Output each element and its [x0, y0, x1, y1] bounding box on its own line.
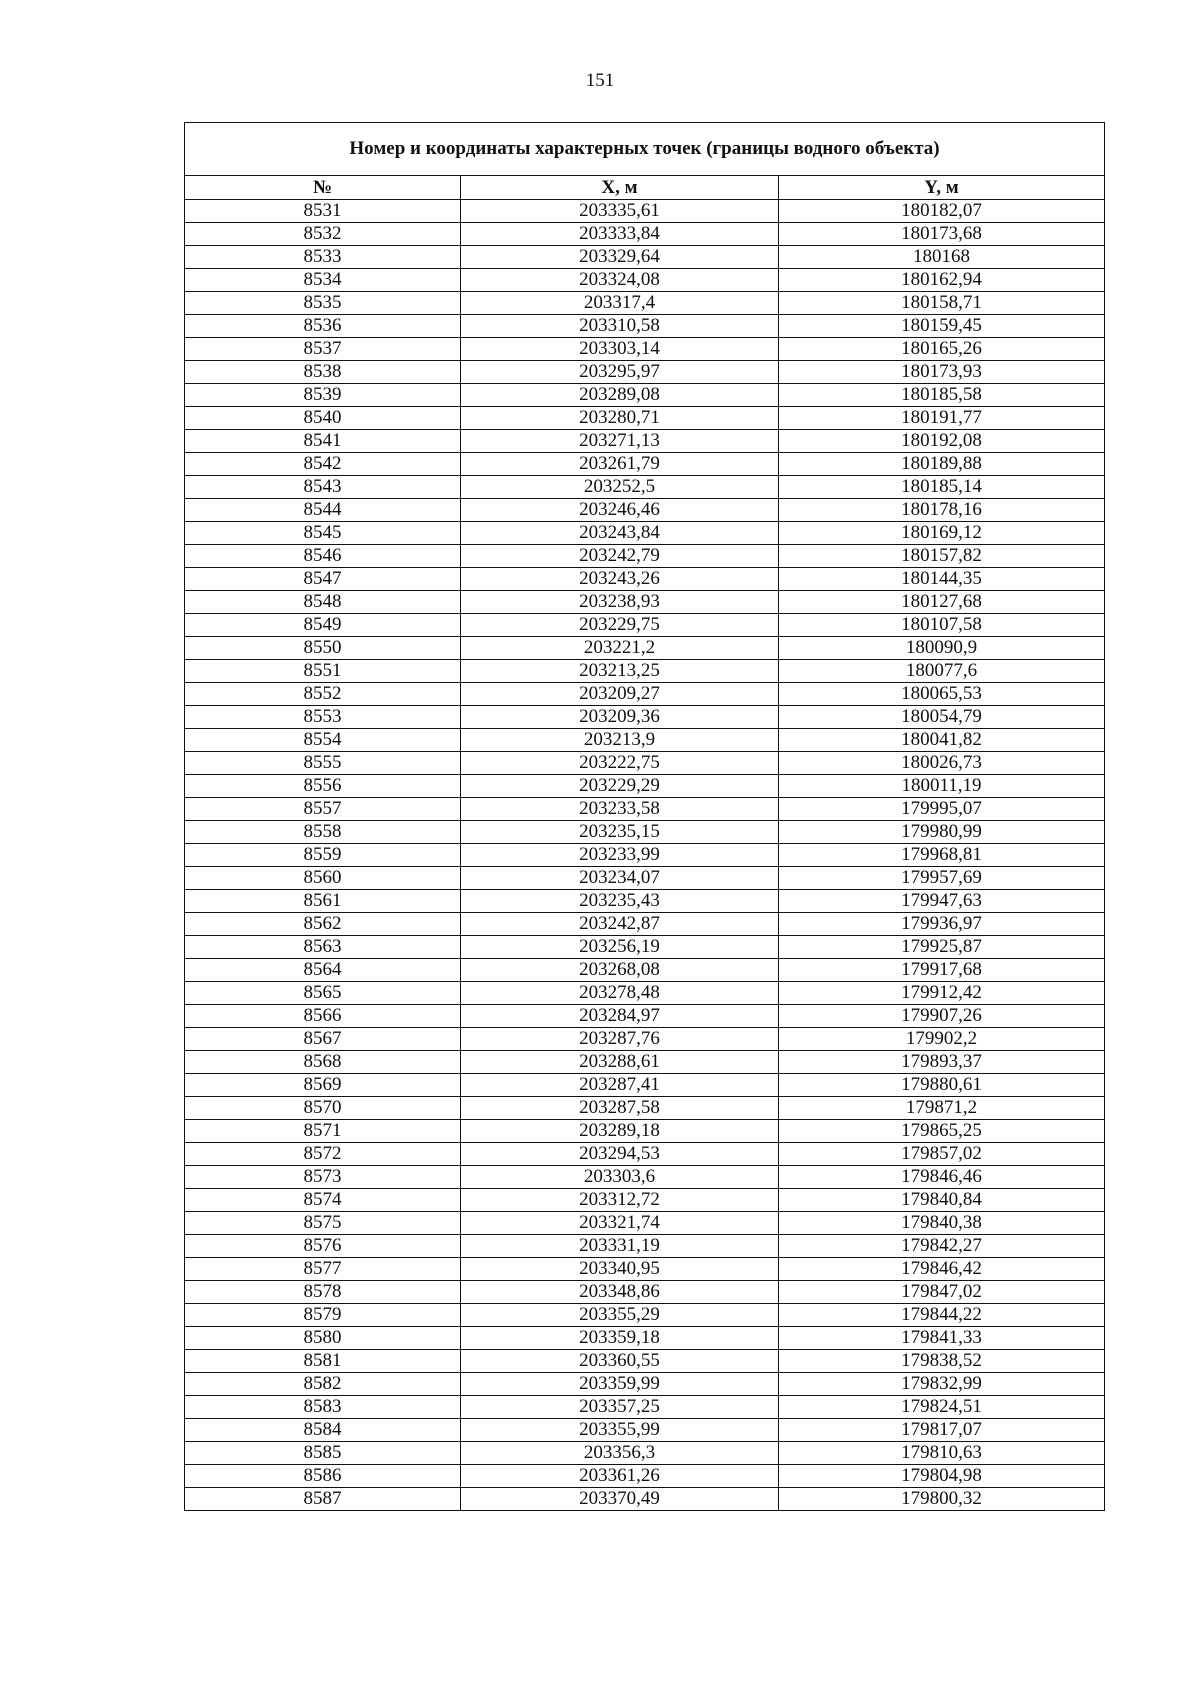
cell-y-coordinate: 180182,07	[779, 200, 1105, 223]
table-row	[185, 223, 1105, 246]
cell-y-coordinate: 179902,2	[779, 1028, 1105, 1051]
cell-point-number: 8556	[185, 775, 461, 798]
cell-point-number: 8562	[185, 913, 461, 936]
cell-x-coordinate: 203213,25	[461, 660, 779, 683]
cell-point-number: 8531	[185, 200, 461, 223]
cell-point-number: 8577	[185, 1258, 461, 1281]
table-row	[185, 476, 1105, 499]
column-header-number: №	[185, 176, 461, 200]
cell-point-number: 8534	[185, 269, 461, 292]
cell-x-coordinate: 203229,75	[461, 614, 779, 637]
cell-y-coordinate: 179907,26	[779, 1005, 1105, 1028]
table-row	[185, 1189, 1105, 1212]
cell-point-number: 8538	[185, 361, 461, 384]
cell-y-coordinate: 179841,33	[779, 1327, 1105, 1350]
cell-point-number: 8555	[185, 752, 461, 775]
table-row	[185, 1212, 1105, 1235]
table-row	[185, 821, 1105, 844]
cell-point-number: 8571	[185, 1120, 461, 1143]
coordinates-table	[184, 122, 1105, 1511]
cell-y-coordinate: 179857,02	[779, 1143, 1105, 1166]
table-row	[185, 775, 1105, 798]
table-row	[185, 1120, 1105, 1143]
table-row	[185, 982, 1105, 1005]
cell-point-number: 8579	[185, 1304, 461, 1327]
cell-x-coordinate: 203238,93	[461, 591, 779, 614]
cell-x-coordinate: 203252,5	[461, 476, 779, 499]
table-row	[185, 660, 1105, 683]
cell-y-coordinate: 180054,79	[779, 706, 1105, 729]
cell-y-coordinate: 180144,35	[779, 568, 1105, 591]
cell-y-coordinate: 180189,88	[779, 453, 1105, 476]
table-row	[185, 683, 1105, 706]
cell-x-coordinate: 203233,99	[461, 844, 779, 867]
cell-y-coordinate: 180077,6	[779, 660, 1105, 683]
cell-y-coordinate: 179838,52	[779, 1350, 1105, 1373]
cell-y-coordinate: 180162,94	[779, 269, 1105, 292]
cell-x-coordinate: 203310,58	[461, 315, 779, 338]
table-title: Номер и координаты характерных точек (границы водного объекта)	[185, 123, 1105, 176]
cell-x-coordinate: 203243,26	[461, 568, 779, 591]
cell-x-coordinate: 203287,41	[461, 1074, 779, 1097]
cell-point-number: 8586	[185, 1465, 461, 1488]
cell-x-coordinate: 203321,74	[461, 1212, 779, 1235]
cell-x-coordinate: 203287,58	[461, 1097, 779, 1120]
table-row	[185, 1396, 1105, 1419]
cell-x-coordinate: 203234,07	[461, 867, 779, 890]
cell-y-coordinate: 179846,42	[779, 1258, 1105, 1281]
table-row	[185, 1143, 1105, 1166]
table-row	[185, 1465, 1105, 1488]
cell-point-number: 8560	[185, 867, 461, 890]
cell-x-coordinate: 203278,48	[461, 982, 779, 1005]
table-row	[185, 706, 1105, 729]
cell-point-number: 8532	[185, 223, 461, 246]
cell-x-coordinate: 203331,19	[461, 1235, 779, 1258]
cell-point-number: 8566	[185, 1005, 461, 1028]
cell-x-coordinate: 203229,29	[461, 775, 779, 798]
cell-x-coordinate: 203242,79	[461, 545, 779, 568]
table-row	[185, 1373, 1105, 1396]
cell-point-number: 8582	[185, 1373, 461, 1396]
cell-point-number: 8553	[185, 706, 461, 729]
cell-x-coordinate: 203303,6	[461, 1166, 779, 1189]
cell-x-coordinate: 203370,49	[461, 1488, 779, 1511]
cell-x-coordinate: 203213,9	[461, 729, 779, 752]
table-row	[185, 959, 1105, 982]
cell-point-number: 8570	[185, 1097, 461, 1120]
cell-point-number: 8563	[185, 936, 461, 959]
cell-x-coordinate: 203288,61	[461, 1051, 779, 1074]
cell-point-number: 8584	[185, 1419, 461, 1442]
table-row	[185, 246, 1105, 269]
cell-y-coordinate: 180157,82	[779, 545, 1105, 568]
cell-x-coordinate: 203209,27	[461, 683, 779, 706]
cell-point-number: 8549	[185, 614, 461, 637]
table-row	[185, 1005, 1105, 1028]
cell-y-coordinate: 180107,58	[779, 614, 1105, 637]
table-row	[185, 200, 1105, 223]
cell-point-number: 8552	[185, 683, 461, 706]
cell-point-number: 8576	[185, 1235, 461, 1258]
cell-x-coordinate: 203235,43	[461, 890, 779, 913]
table-header-row	[185, 176, 1105, 200]
table-row	[185, 1074, 1105, 1097]
cell-x-coordinate: 203221,2	[461, 637, 779, 660]
cell-y-coordinate: 179936,97	[779, 913, 1105, 936]
cell-point-number: 8535	[185, 292, 461, 315]
cell-y-coordinate: 179846,46	[779, 1166, 1105, 1189]
cell-point-number: 8542	[185, 453, 461, 476]
cell-point-number: 8544	[185, 499, 461, 522]
cell-x-coordinate: 203256,19	[461, 936, 779, 959]
cell-point-number: 8561	[185, 890, 461, 913]
cell-point-number: 8564	[185, 959, 461, 982]
table-row	[185, 1235, 1105, 1258]
table-row	[185, 913, 1105, 936]
cell-y-coordinate: 180173,93	[779, 361, 1105, 384]
cell-y-coordinate: 179800,32	[779, 1488, 1105, 1511]
cell-x-coordinate: 203294,53	[461, 1143, 779, 1166]
table-row	[185, 591, 1105, 614]
cell-point-number: 8539	[185, 384, 461, 407]
coordinates-table-container	[184, 122, 1104, 1511]
cell-x-coordinate: 203235,15	[461, 821, 779, 844]
table-title-row	[185, 123, 1105, 176]
cell-y-coordinate: 180127,68	[779, 591, 1105, 614]
table-row	[185, 637, 1105, 660]
cell-y-coordinate: 180065,53	[779, 683, 1105, 706]
cell-x-coordinate: 203359,18	[461, 1327, 779, 1350]
table-row	[185, 1258, 1105, 1281]
cell-point-number: 8554	[185, 729, 461, 752]
cell-point-number: 8559	[185, 844, 461, 867]
cell-x-coordinate: 203289,18	[461, 1120, 779, 1143]
cell-y-coordinate: 179810,63	[779, 1442, 1105, 1465]
cell-y-coordinate: 180090,9	[779, 637, 1105, 660]
table-row	[185, 315, 1105, 338]
table-row	[185, 545, 1105, 568]
cell-y-coordinate: 179917,68	[779, 959, 1105, 982]
cell-point-number: 8558	[185, 821, 461, 844]
cell-point-number: 8557	[185, 798, 461, 821]
cell-point-number: 8580	[185, 1327, 461, 1350]
cell-x-coordinate: 203268,08	[461, 959, 779, 982]
cell-point-number: 8536	[185, 315, 461, 338]
cell-y-coordinate: 179880,61	[779, 1074, 1105, 1097]
cell-point-number: 8567	[185, 1028, 461, 1051]
table-row	[185, 407, 1105, 430]
cell-point-number: 8569	[185, 1074, 461, 1097]
cell-x-coordinate: 203335,61	[461, 200, 779, 223]
cell-y-coordinate: 180185,14	[779, 476, 1105, 499]
cell-x-coordinate: 203348,86	[461, 1281, 779, 1304]
cell-x-coordinate: 203355,29	[461, 1304, 779, 1327]
cell-y-coordinate: 180169,12	[779, 522, 1105, 545]
table-row	[185, 1442, 1105, 1465]
table-row	[185, 1166, 1105, 1189]
cell-point-number: 8575	[185, 1212, 461, 1235]
table-row	[185, 361, 1105, 384]
cell-y-coordinate: 179840,84	[779, 1189, 1105, 1212]
cell-x-coordinate: 203284,97	[461, 1005, 779, 1028]
cell-y-coordinate: 179842,27	[779, 1235, 1105, 1258]
cell-x-coordinate: 203295,97	[461, 361, 779, 384]
cell-y-coordinate: 179968,81	[779, 844, 1105, 867]
column-header-x: X, м	[461, 176, 779, 200]
cell-y-coordinate: 179865,25	[779, 1120, 1105, 1143]
cell-point-number: 8585	[185, 1442, 461, 1465]
cell-x-coordinate: 203360,55	[461, 1350, 779, 1373]
cell-point-number: 8543	[185, 476, 461, 499]
table-row	[185, 798, 1105, 821]
cell-y-coordinate: 179804,98	[779, 1465, 1105, 1488]
table-row	[185, 1419, 1105, 1442]
cell-point-number: 8547	[185, 568, 461, 591]
cell-y-coordinate: 179980,99	[779, 821, 1105, 844]
cell-x-coordinate: 203357,25	[461, 1396, 779, 1419]
cell-y-coordinate: 180192,08	[779, 430, 1105, 453]
cell-x-coordinate: 203289,08	[461, 384, 779, 407]
cell-point-number: 8540	[185, 407, 461, 430]
cell-point-number: 8545	[185, 522, 461, 545]
cell-y-coordinate: 180026,73	[779, 752, 1105, 775]
cell-x-coordinate: 203287,76	[461, 1028, 779, 1051]
cell-x-coordinate: 203246,46	[461, 499, 779, 522]
cell-point-number: 8565	[185, 982, 461, 1005]
cell-y-coordinate: 179824,51	[779, 1396, 1105, 1419]
cell-y-coordinate: 180185,58	[779, 384, 1105, 407]
cell-y-coordinate: 180041,82	[779, 729, 1105, 752]
cell-point-number: 8541	[185, 430, 461, 453]
cell-x-coordinate: 203333,84	[461, 223, 779, 246]
cell-x-coordinate: 203280,71	[461, 407, 779, 430]
cell-y-coordinate: 179893,37	[779, 1051, 1105, 1074]
cell-point-number: 8550	[185, 637, 461, 660]
table-body	[185, 200, 1105, 1511]
cell-point-number: 8578	[185, 1281, 461, 1304]
table-row	[185, 1028, 1105, 1051]
cell-x-coordinate: 203317,4	[461, 292, 779, 315]
cell-y-coordinate: 180173,68	[779, 223, 1105, 246]
cell-point-number: 8551	[185, 660, 461, 683]
cell-y-coordinate: 179925,87	[779, 936, 1105, 959]
table-row	[185, 338, 1105, 361]
cell-y-coordinate: 179840,38	[779, 1212, 1105, 1235]
cell-point-number: 8573	[185, 1166, 461, 1189]
cell-point-number: 8572	[185, 1143, 461, 1166]
table-row	[185, 890, 1105, 913]
table-row	[185, 453, 1105, 476]
table-row	[185, 1327, 1105, 1350]
cell-y-coordinate: 179995,07	[779, 798, 1105, 821]
cell-x-coordinate: 203340,95	[461, 1258, 779, 1281]
cell-y-coordinate: 179947,63	[779, 890, 1105, 913]
cell-x-coordinate: 203222,75	[461, 752, 779, 775]
cell-y-coordinate: 180168	[779, 246, 1105, 269]
table-row	[185, 269, 1105, 292]
cell-x-coordinate: 203355,99	[461, 1419, 779, 1442]
cell-y-coordinate: 179844,22	[779, 1304, 1105, 1327]
table-row	[185, 1281, 1105, 1304]
cell-x-coordinate: 203356,3	[461, 1442, 779, 1465]
cell-y-coordinate: 179817,07	[779, 1419, 1105, 1442]
cell-point-number: 8581	[185, 1350, 461, 1373]
table-row	[185, 1350, 1105, 1373]
cell-y-coordinate: 180191,77	[779, 407, 1105, 430]
cell-y-coordinate: 179871,2	[779, 1097, 1105, 1120]
table-row	[185, 1304, 1105, 1327]
table-row	[185, 936, 1105, 959]
table-row	[185, 292, 1105, 315]
cell-y-coordinate: 179957,69	[779, 867, 1105, 890]
cell-point-number: 8533	[185, 246, 461, 269]
table-row	[185, 568, 1105, 591]
table-row	[185, 430, 1105, 453]
cell-x-coordinate: 203361,26	[461, 1465, 779, 1488]
cell-x-coordinate: 203209,36	[461, 706, 779, 729]
page-number: 151	[585, 70, 615, 91]
cell-x-coordinate: 203233,58	[461, 798, 779, 821]
cell-point-number: 8546	[185, 545, 461, 568]
cell-x-coordinate: 203329,64	[461, 246, 779, 269]
cell-point-number: 8548	[185, 591, 461, 614]
cell-y-coordinate: 180165,26	[779, 338, 1105, 361]
cell-x-coordinate: 203242,87	[461, 913, 779, 936]
column-header-y: Y, м	[779, 176, 1105, 200]
table-row	[185, 1051, 1105, 1074]
cell-x-coordinate: 203271,13	[461, 430, 779, 453]
cell-x-coordinate: 203243,84	[461, 522, 779, 545]
cell-x-coordinate: 203303,14	[461, 338, 779, 361]
cell-x-coordinate: 203261,79	[461, 453, 779, 476]
cell-y-coordinate: 179912,42	[779, 982, 1105, 1005]
cell-y-coordinate: 180178,16	[779, 499, 1105, 522]
table-row	[185, 844, 1105, 867]
cell-x-coordinate: 203359,99	[461, 1373, 779, 1396]
cell-point-number: 8537	[185, 338, 461, 361]
cell-x-coordinate: 203312,72	[461, 1189, 779, 1212]
table-row	[185, 384, 1105, 407]
table-row	[185, 522, 1105, 545]
cell-point-number: 8568	[185, 1051, 461, 1074]
table-row	[185, 614, 1105, 637]
cell-point-number: 8587	[185, 1488, 461, 1511]
cell-x-coordinate: 203324,08	[461, 269, 779, 292]
table-row	[185, 752, 1105, 775]
table-row	[185, 1488, 1105, 1511]
cell-point-number: 8574	[185, 1189, 461, 1212]
cell-y-coordinate: 179832,99	[779, 1373, 1105, 1396]
table-row	[185, 867, 1105, 890]
cell-y-coordinate: 180011,19	[779, 775, 1105, 798]
table-row	[185, 499, 1105, 522]
table-row	[185, 729, 1105, 752]
cell-y-coordinate: 180159,45	[779, 315, 1105, 338]
cell-point-number: 8583	[185, 1396, 461, 1419]
cell-y-coordinate: 179847,02	[779, 1281, 1105, 1304]
table-row	[185, 1097, 1105, 1120]
cell-y-coordinate: 180158,71	[779, 292, 1105, 315]
